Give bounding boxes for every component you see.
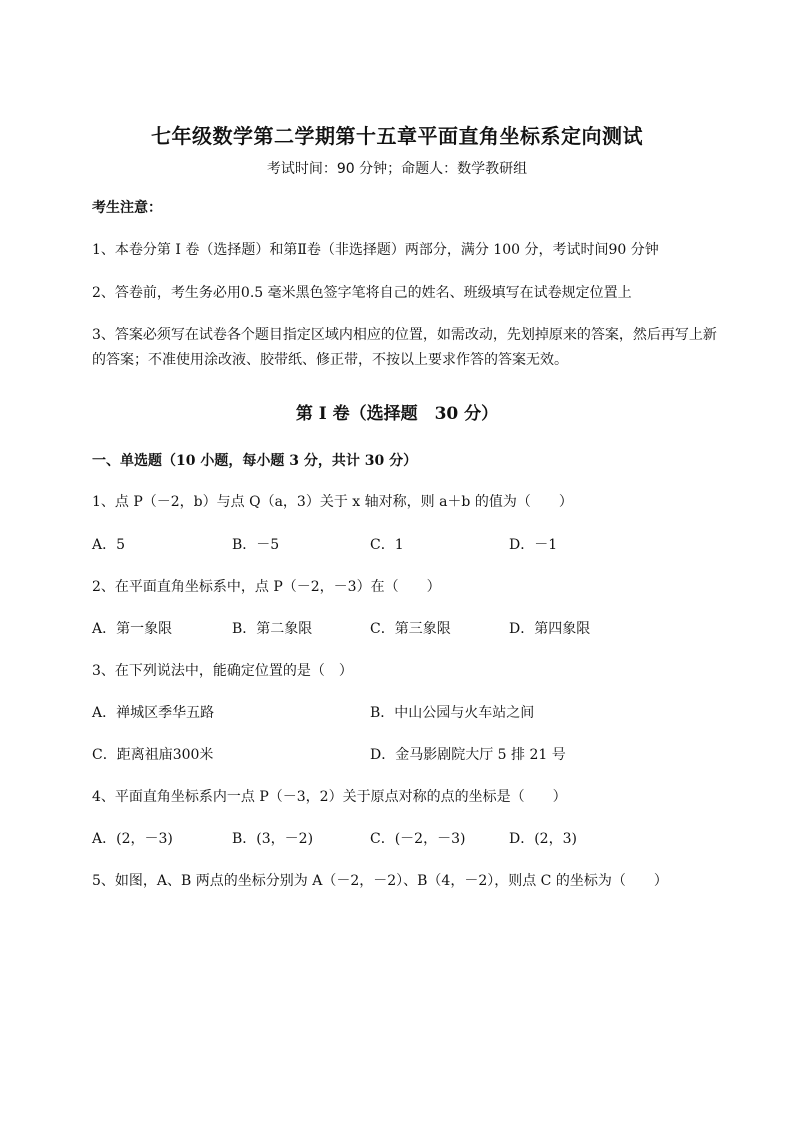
option-d: D．(2，3) <box>509 831 577 847</box>
option-a: A．(2，－3) <box>92 831 173 847</box>
option-d: D．金马影剧院大厅 5 排 21 号 <box>370 747 566 763</box>
option-b: B．中山公园与火车站之间 <box>370 705 535 721</box>
option-c: C．第三象限 <box>370 621 451 637</box>
notice-item-continued: 的答案；不准使用涂改液、胶带纸、修正带，不按以上要求作答的答案无效。 <box>92 352 568 368</box>
option-c: C．1 <box>370 537 404 553</box>
option-a: A．5 <box>92 537 126 553</box>
option-b: B．(3，－2) <box>232 831 314 847</box>
option-a: A．禅城区季华五路 <box>92 705 215 721</box>
option-b: B．第二象限 <box>232 621 313 637</box>
notice-item: 2、答卷前，考生务必用0.5 毫米黑色签字笔将自己的姓名、班级填写在试卷规定位置上 <box>92 285 632 301</box>
option-c: C．(－2，－3) <box>370 831 466 847</box>
notice-heading: 考生注意： <box>92 200 162 216</box>
option-a: A．第一象限 <box>92 621 173 637</box>
section-heading: 第 I 卷（选择题 30 分） <box>295 404 499 424</box>
option-c: C．距离祖庙300米 <box>92 747 214 763</box>
notice-item: 3、答案必须写在试卷各个题目指定区域内相应的位置，如需改动，先划掉原来的答案，然后再写上新 <box>92 327 717 343</box>
question-stem: 1、点 P（－2，b）与点 Q（a，3）关于 x 轴对称，则 a＋b 的值为（ ） <box>92 494 573 510</box>
option-b: B．－5 <box>232 537 280 553</box>
option-d: D．第四象限 <box>509 621 591 637</box>
question-stem: 3、在下列说法中，能确定位置的是（ ） <box>92 663 353 679</box>
notice-item: 1、本卷分第 I 卷（选择题）和第Ⅱ卷（非选择题）两部分，满分 100 分，考试时间90 分钟 <box>92 242 659 258</box>
part-heading: 一、单选题（10 小题，每小题 3 分，共计 30 分） <box>92 453 418 469</box>
question-stem: 5、如图，A、B 两点的坐标分别为 A（－2，－2）、B（4，－2），则点 C 的坐标为（ ） <box>92 873 668 889</box>
question-stem: 2、在平面直角坐标系中，点 P（－2，－3）在（ ） <box>92 579 441 595</box>
question-stem: 4、平面直角坐标系内一点 P（－3，2）关于原点对称的点的坐标是（ ） <box>92 789 567 805</box>
exam-info: 考试时间：90 分钟；命题人：数学教研组 <box>266 161 528 177</box>
option-d: D．－1 <box>509 537 558 553</box>
page-title: 七年级数学第二学期第十五章平面直角坐标系定向测试 <box>151 124 643 148</box>
